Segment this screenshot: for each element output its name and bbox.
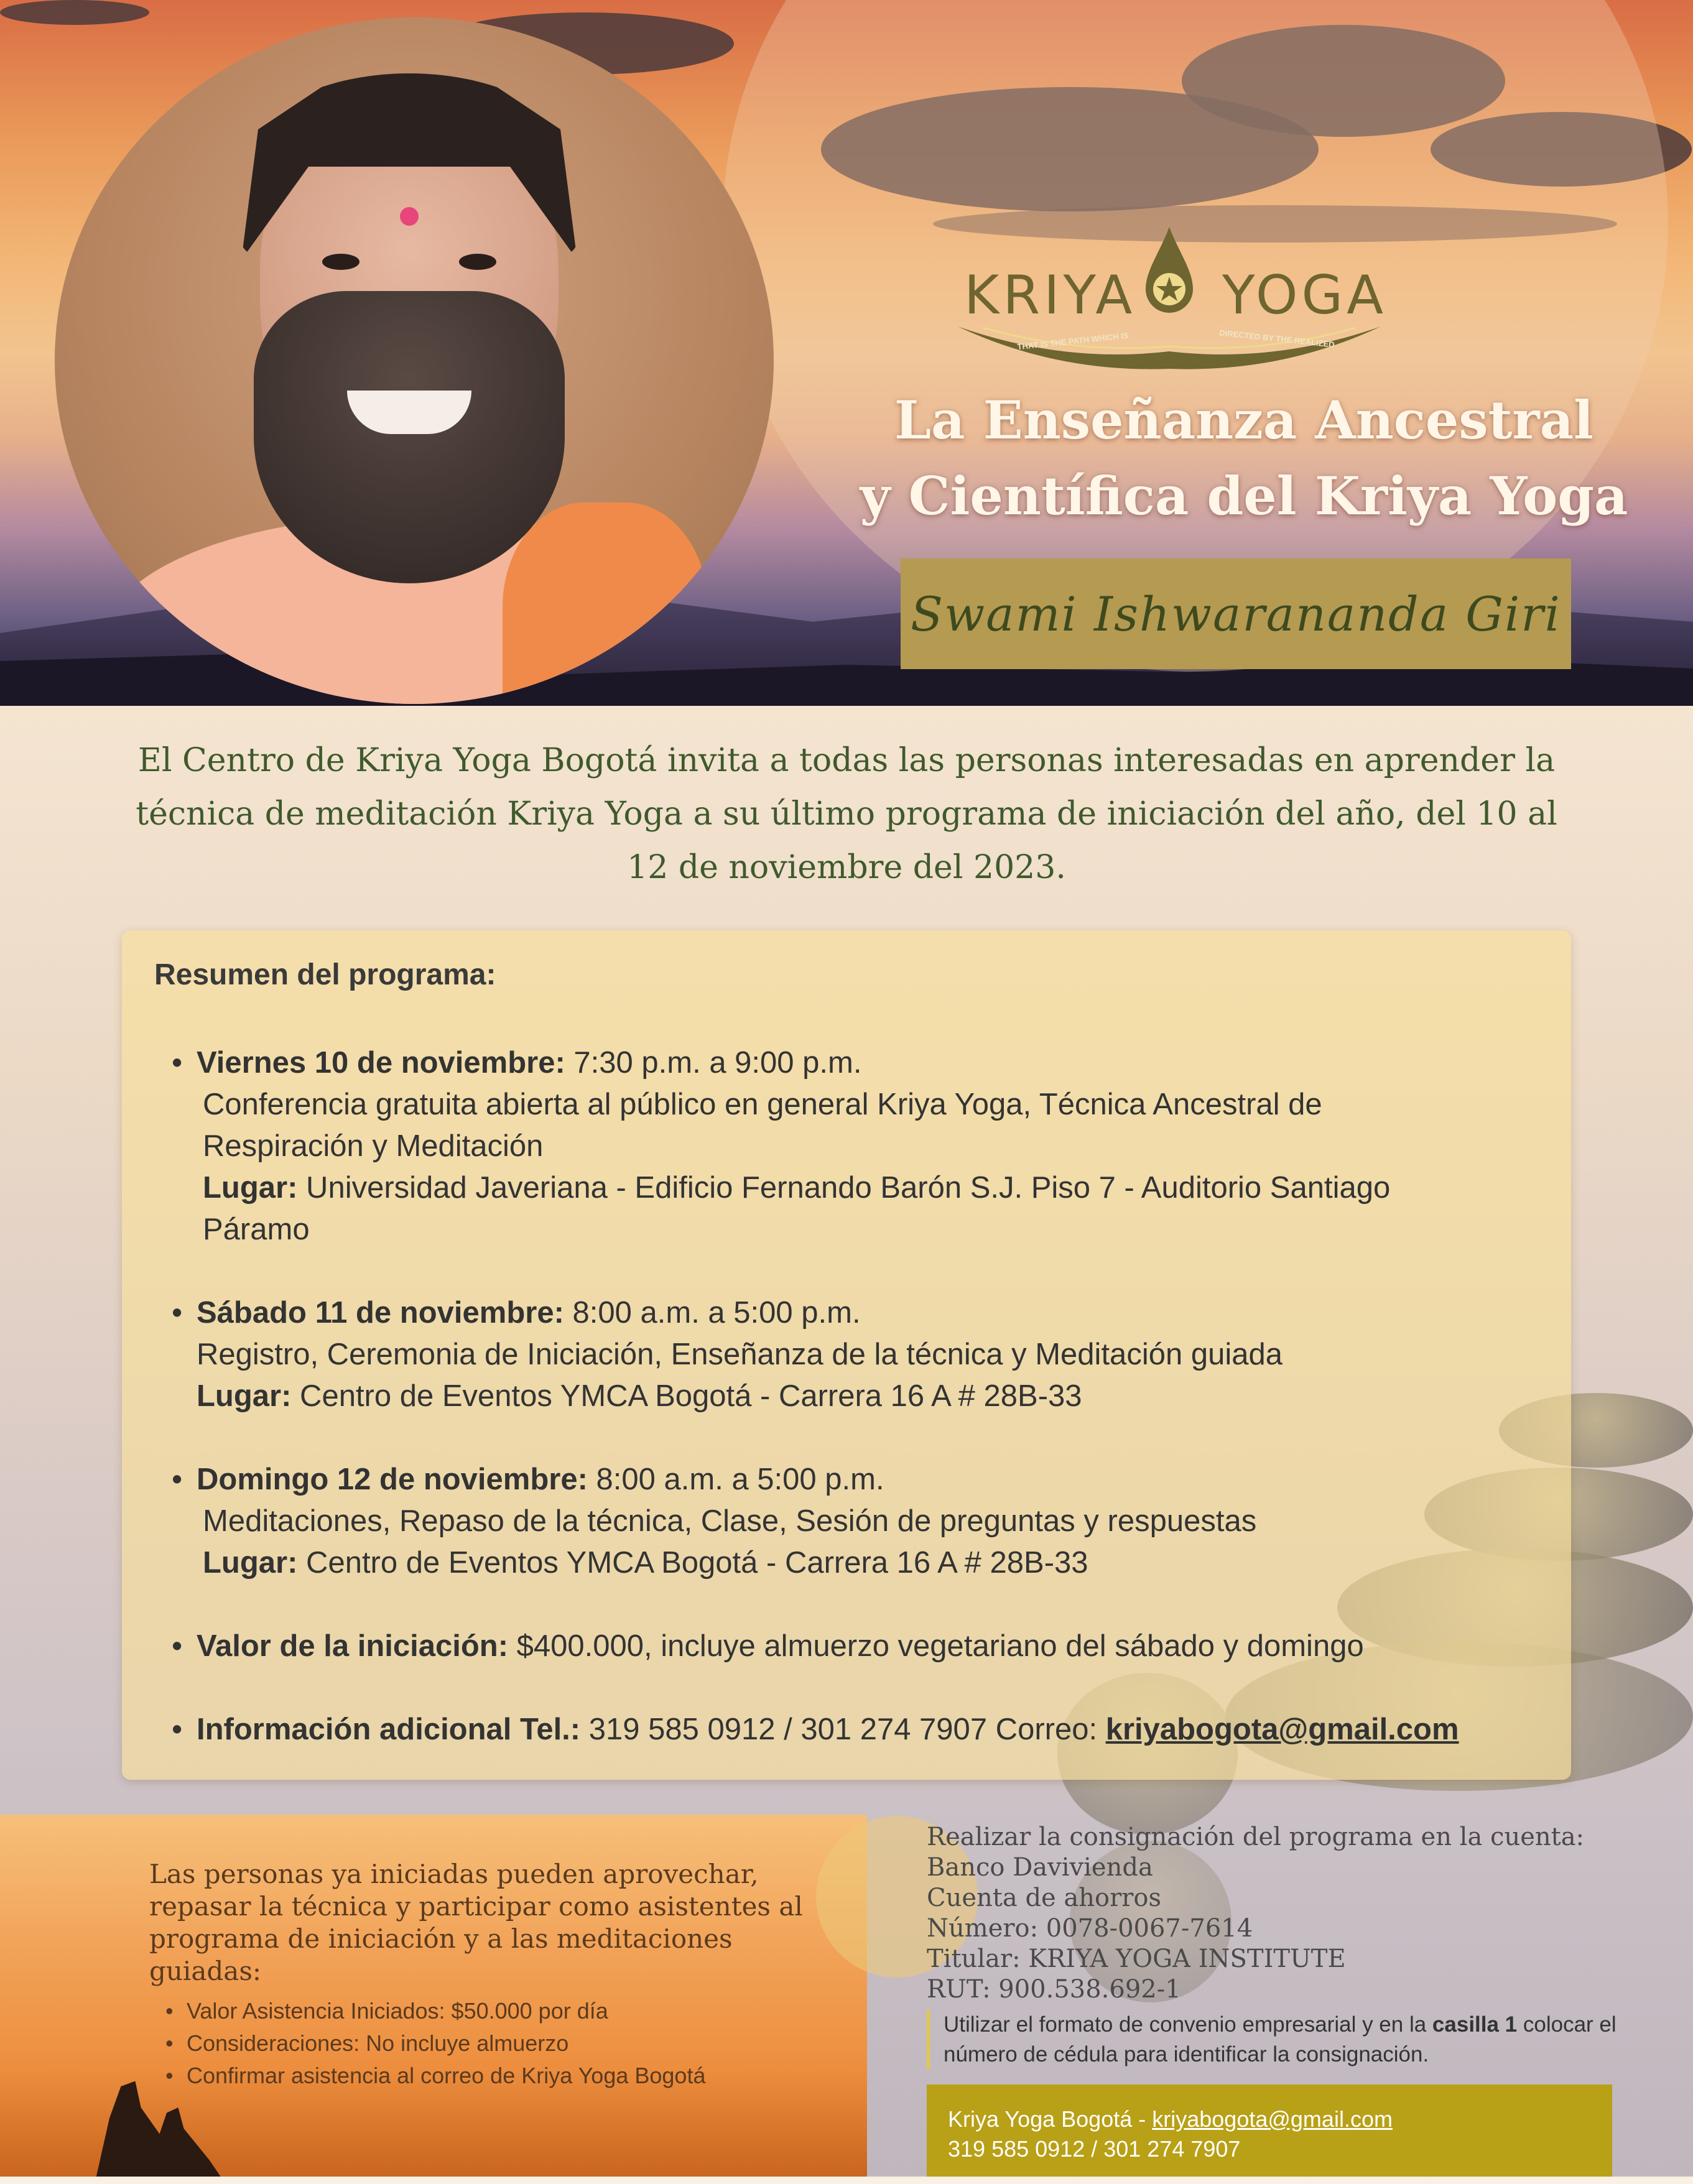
place-value: Páramo [203, 1213, 310, 1246]
list-item: • Consideraciones: No incluye almuerzo [187, 2027, 705, 2060]
place-value: Centro de Eventos YMCA Bogotá - Carrera 16 A # 28B-33 [297, 1546, 1088, 1580]
program-title: Resumen del programa: [154, 958, 496, 991]
bullet: • [172, 1463, 183, 1496]
place-label: Lugar: [197, 1379, 292, 1413]
item-head: Valor de la iniciación: [197, 1629, 509, 1663]
bank-line: Realizar la consignación del programa en la cuenta: [927, 1823, 1585, 1851]
teacher-name-box [901, 558, 1571, 669]
place-value: Centro de Eventos YMCA Bogotá - Carrera 16 A # 28B-33 [291, 1379, 1082, 1413]
title-line-1: La Enseñanza Ancestral [894, 389, 1594, 451]
program-summary-box [122, 930, 1571, 1780]
bullet: • [172, 1046, 183, 1080]
bullet: • [172, 1713, 183, 1746]
item-head: Información adicional Tel.: [197, 1713, 581, 1746]
item-time: 8:00 a.m. a 5:00 p.m. [587, 1463, 884, 1496]
bank-line: Titular: KRIYA YOGA INSTITUTE [927, 1945, 1346, 1973]
hero-banner [0, 0, 1693, 706]
initiated-text: Las personas ya iniciadas pueden aprovechar, repasar la técnica y participar como asistentes al programa de iniciación y a las meditaciones guiadas: [149, 1859, 803, 1986]
eye [322, 254, 359, 270]
item-time: 7:30 p.m. a 9:00 p.m. [565, 1046, 862, 1080]
initiated-panel [0, 1815, 867, 2177]
bank-line: RUT: 900.538.692-1 [927, 1975, 1181, 2004]
eye [459, 254, 496, 270]
item-desc: Conferencia gratuita abierta al público en general Kriya Yoga, Técnica Ancestral de [203, 1088, 1322, 1121]
program-item-saturday [172, 1292, 1283, 1417]
drop-star-icon [1144, 227, 1194, 314]
intro-text: El Centro de Kriya Yoga Bogotá invita a todas las personas interesadas en aprender la técnica de meditación Kriya Yoga a su último programa de iniciación del año, del 10 al 12 de noviembre del 2023. [136, 742, 1557, 886]
bank-line: Banco Davivienda [927, 1853, 1153, 1882]
main-title [846, 382, 1642, 534]
item-desc: Respiración y Meditación [203, 1129, 544, 1163]
list-item: • Confirmar asistencia al correo de Kriya Yoga Bogotá [187, 2060, 705, 2092]
cloud [0, 0, 149, 25]
kriya-yoga-logo [958, 227, 1387, 376]
place-label: Lugar: [203, 1546, 298, 1580]
payment-note [927, 2010, 1628, 2070]
note-text: colocar el número de cédula para identificar la consignación. [944, 2012, 1616, 2066]
program-item-friday [172, 1042, 1390, 1251]
item-desc: Meditaciones, Repaso de la técnica, Clase, Sesión de preguntas y respuestas [203, 1504, 1257, 1538]
item-head: Sábado 11 de noviembre: [197, 1296, 564, 1330]
initiated-list [187, 1995, 705, 2092]
note-bold: casilla 1 [1432, 2012, 1518, 2037]
swami-portrait [55, 17, 774, 704]
teacher-name: Swami Ishwarananda Giri [911, 586, 1561, 642]
email-link[interactable]: kriyabogota@gmail.com [1105, 1713, 1459, 1746]
item-desc: Registro, Ceremonia de Iniciación, Enseñanza de la técnica y Meditación guiada [197, 1338, 1283, 1371]
title-line-2: y Científica del Kriya Yoga [860, 465, 1628, 527]
contact-phones: 319 585 0912 / 301 274 7907 [948, 2136, 1241, 2162]
item-text: $400.000, incluye almuerzo vegetariano del sábado y domingo [508, 1629, 1364, 1663]
bullet: • [172, 1629, 183, 1663]
item-time: 8:00 a.m. a 5:00 p.m. [564, 1296, 861, 1330]
bank-line: Número: 0078-0067-7614 [927, 1914, 1253, 1943]
program-item-sunday [172, 1459, 1256, 1584]
program-item-info [172, 1709, 1459, 1751]
contact-email-link[interactable]: kriyabogota@gmail.com [1152, 2106, 1393, 2132]
item-text: 319 585 0912 / 301 274 7907 Correo: [580, 1713, 1106, 1746]
logo-tagline-right: DIRECTED BY THE REALIZED [1218, 328, 1335, 349]
bank-line: Cuenta de ahorros [927, 1884, 1161, 1912]
scarf [503, 502, 708, 704]
beard [254, 291, 565, 583]
logo-tagline-left: THAT IS THE PATH WHICH IS [1016, 330, 1129, 352]
item-head: Viernes 10 de noviembre: [197, 1046, 565, 1080]
note-text: Utilizar el formato de convenio empresarial y en la [944, 2012, 1432, 2037]
list-item: • Valor Asistencia Iniciados: $50.000 por día [187, 1995, 705, 2027]
item-head: Domingo 12 de noviembre: [197, 1463, 588, 1496]
place-value: Universidad Javeriana - Edificio Fernando Barón S.J. Piso 7 - Auditorio Santiago [297, 1171, 1391, 1205]
place-label: Lugar: [203, 1171, 298, 1205]
program-item-price [172, 1626, 1364, 1667]
logo-word-left: KRIYA [964, 264, 1136, 326]
bank-details [927, 1822, 1611, 2005]
contact-bar [927, 2085, 1612, 2177]
tilak [400, 207, 419, 226]
bullet: • [172, 1296, 183, 1330]
logo-word-right: YOGA [1222, 264, 1387, 326]
contact-name: Kriya Yoga Bogotá - [948, 2106, 1153, 2132]
